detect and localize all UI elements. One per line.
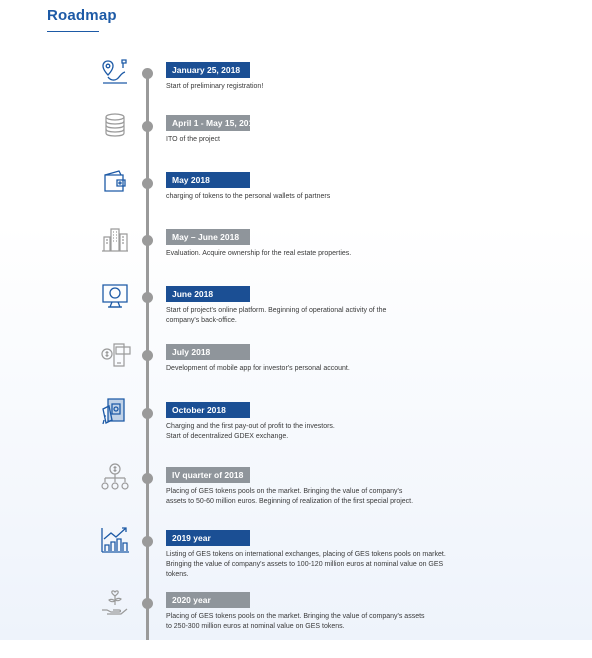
milestone-item	[0, 405, 592, 468]
description-line: Start of decentralized GDEX exchange.	[166, 433, 289, 440]
milestone-description	[166, 249, 466, 259]
milestone-description	[166, 487, 466, 507]
page-title: Roadmap	[47, 7, 117, 24]
description-line: Bringing the value of company's assets to 100-120 million euros at nominal value on GES tokens.	[166, 561, 444, 578]
description-line: charging of tokens to the personal wallets of partners	[166, 193, 331, 200]
timeline-dot	[142, 121, 153, 132]
milestone-date: July 2018	[166, 344, 250, 360]
milestone-item	[0, 470, 592, 533]
description-line: ITO of the project	[166, 136, 220, 143]
milestone-date: 2020 year	[166, 592, 250, 608]
milestone-date: May 2018	[166, 172, 250, 188]
description-line: company's back-office.	[166, 317, 237, 324]
description-line: Listing of GES tokens on international exchanges, placing of GES tokens pools on market.	[166, 551, 446, 558]
milestone-description	[166, 612, 466, 632]
timeline-dot	[142, 598, 153, 609]
mobile-payment-icon	[99, 338, 131, 370]
milestone-item	[0, 533, 592, 596]
description-line: Placing of GES tokens pools on the market. Bringing the value of company's	[166, 488, 403, 495]
milestone-description	[166, 550, 466, 580]
description-line: Start of project's online platform. Beginning of operational activity of the	[166, 307, 387, 314]
milestone-date: June 2018	[166, 286, 250, 302]
milestone-date: May – June 2018	[166, 229, 250, 245]
timeline-dot	[142, 408, 153, 419]
milestone-item	[0, 65, 592, 128]
description-line: Placing of GES tokens pools on the market. Bringing the value of company's assets	[166, 613, 425, 620]
milestone-item	[0, 118, 592, 181]
milestone-description	[166, 364, 466, 374]
timeline-dot	[142, 536, 153, 547]
milestone-date: IV quarter of 2018	[166, 467, 250, 483]
cash-document-icon	[99, 396, 131, 428]
location-route-icon	[99, 56, 131, 88]
description-line: to 250-300 million euros at nominal value on GES tokens.	[166, 623, 345, 630]
description-line: assets to 50-60 million euros. Beginning of realization of the first special project.	[166, 498, 414, 505]
description-line: Start of preliminary registration!	[166, 83, 264, 90]
milestone-item	[0, 347, 592, 410]
milestone-description	[166, 135, 466, 145]
hand-plant-icon	[99, 586, 131, 618]
description-line: Evaluation. Acquire ownership for the real estate properties.	[166, 250, 352, 257]
milestone-item	[0, 232, 592, 295]
description-line: Charging and the first pay-out of profit to the investors.	[166, 423, 335, 430]
city-buildings-icon	[99, 223, 131, 255]
timeline-dot	[142, 473, 153, 484]
milestone-description	[166, 82, 466, 92]
milestone-date: April 1 - May 15, 2018	[166, 115, 250, 131]
milestone-item	[0, 595, 592, 658]
growth-chart-icon	[99, 524, 131, 556]
coin-network-icon	[99, 461, 131, 493]
milestone-date: October 2018	[166, 402, 250, 418]
timeline-dot	[142, 178, 153, 189]
timeline-dot	[142, 350, 153, 361]
coin-stack-icon	[99, 109, 131, 141]
milestone-item	[0, 289, 592, 352]
title-underline	[47, 31, 99, 32]
milestone-description	[166, 422, 466, 442]
milestone-date: 2019 year	[166, 530, 250, 546]
timeline-dot	[142, 235, 153, 246]
timeline-dot	[142, 68, 153, 79]
milestone-date: January 25, 2018	[166, 62, 250, 78]
wallet-icon	[99, 166, 131, 198]
monitor-icon	[99, 280, 131, 312]
milestone-description	[166, 306, 466, 326]
milestone-description	[166, 192, 466, 202]
description-line: Development of mobile app for investor's personal account.	[166, 365, 350, 372]
milestone-item	[0, 175, 592, 238]
timeline-dot	[142, 292, 153, 303]
